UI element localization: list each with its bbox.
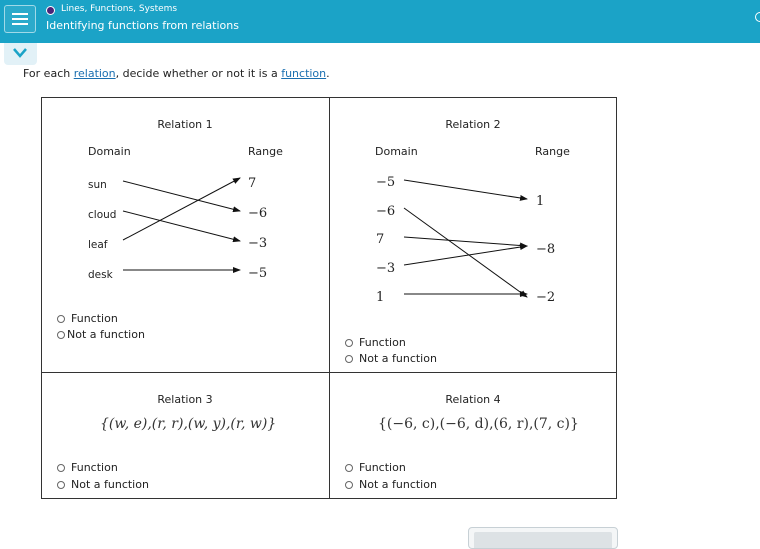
relation2-domain-item: −3 <box>376 261 396 276</box>
relation1-domain-item: cloud <box>88 209 117 221</box>
menu-button[interactable] <box>4 5 36 33</box>
relation2-function-option[interactable] <box>345 336 406 349</box>
relation2-arrow <box>404 180 527 199</box>
relation1-title: Relation 1 <box>157 118 213 131</box>
relation2-domain-item: −6 <box>376 204 396 219</box>
relation3-set: {(w, e),(r, r),(w, y),(r, w)} <box>100 416 277 432</box>
relation4-function-option[interactable] <box>345 461 406 474</box>
relation1-range-item: −5 <box>248 266 268 281</box>
relation2-range-item: −8 <box>536 242 556 257</box>
instructions <box>23 67 330 80</box>
instructions-prefix: For each <box>23 67 74 80</box>
function-link[interactable]: function <box>281 67 327 80</box>
relation2-domain-item: −5 <box>376 175 396 190</box>
relation1-arrow <box>123 178 240 240</box>
option-label: Not a function <box>67 328 145 341</box>
relation2-title: Relation 2 <box>445 118 501 131</box>
option-label: Function <box>359 461 406 474</box>
relation1-range-item: −6 <box>248 206 268 221</box>
relation2-range-item: −2 <box>536 290 556 305</box>
relation1-range-item: 7 <box>248 176 257 191</box>
relation2-arrow <box>404 237 527 246</box>
radio-button[interactable] <box>345 355 353 363</box>
radio-button[interactable] <box>57 331 65 339</box>
relation1-function-option[interactable] <box>57 312 118 325</box>
relation1-range-item: −3 <box>248 236 268 251</box>
top-header-bar <box>0 0 760 43</box>
relations-grid <box>41 97 617 499</box>
option-label: Function <box>71 461 118 474</box>
relation3-not-function-option[interactable] <box>57 478 149 491</box>
relation1-domain-item: leaf <box>88 239 108 251</box>
relation2-domain-item: 7 <box>376 232 385 247</box>
relation1-domain-item: sun <box>88 179 107 191</box>
relation1-arrow <box>123 181 240 211</box>
page-title: Identifying functions from relations <box>46 19 239 32</box>
relation2-arrow <box>404 208 527 297</box>
relation4-set: {(−6, c),(−6, d),(6, r),(7, c)} <box>378 416 579 432</box>
radio-button[interactable] <box>57 481 65 489</box>
relation2-not-function-option[interactable] <box>345 352 437 365</box>
radio-button[interactable] <box>57 315 65 323</box>
topic-dot-icon <box>46 6 55 15</box>
option-label: Function <box>71 312 118 325</box>
relation2-domain-label: Domain <box>375 145 418 158</box>
relation2-domain-item: 1 <box>376 290 385 305</box>
option-label: Not a function <box>359 352 437 365</box>
relation4-not-function-option[interactable] <box>345 478 437 491</box>
radio-button[interactable] <box>345 481 353 489</box>
relation1-domain-label: Domain <box>88 145 131 158</box>
instructions-suffix: . <box>326 67 330 80</box>
radio-button[interactable] <box>345 464 353 472</box>
relation4-title: Relation 4 <box>445 393 501 406</box>
relation1-arrow <box>123 211 240 241</box>
relation1-range-label: Range <box>248 145 283 158</box>
radio-button[interactable] <box>345 339 353 347</box>
instructions-middle: , decide whether or not it is a <box>115 67 282 80</box>
mapping-diagrams <box>42 98 616 498</box>
option-label: Not a function <box>359 478 437 491</box>
relation2-range-label: Range <box>535 145 570 158</box>
continue-button-face <box>474 532 612 548</box>
chevron-down-icon <box>13 48 27 58</box>
relation3-title: Relation 3 <box>157 393 213 406</box>
relation3-function-option[interactable] <box>57 461 118 474</box>
help-icon[interactable] <box>755 12 760 22</box>
option-label: Not a function <box>71 478 149 491</box>
relation1-domain-item: desk <box>88 269 113 281</box>
relation2-arrow <box>404 246 527 265</box>
collapse-toggle[interactable] <box>4 43 37 65</box>
relation1-not-function-option[interactable] <box>57 328 145 341</box>
continue-button[interactable] <box>468 527 618 549</box>
option-label: Function <box>359 336 406 349</box>
breadcrumb: Lines, Functions, Systems <box>61 4 178 14</box>
relation-link[interactable]: relation <box>73 67 116 80</box>
radio-button[interactable] <box>57 464 65 472</box>
relation2-range-item: 1 <box>536 194 545 209</box>
